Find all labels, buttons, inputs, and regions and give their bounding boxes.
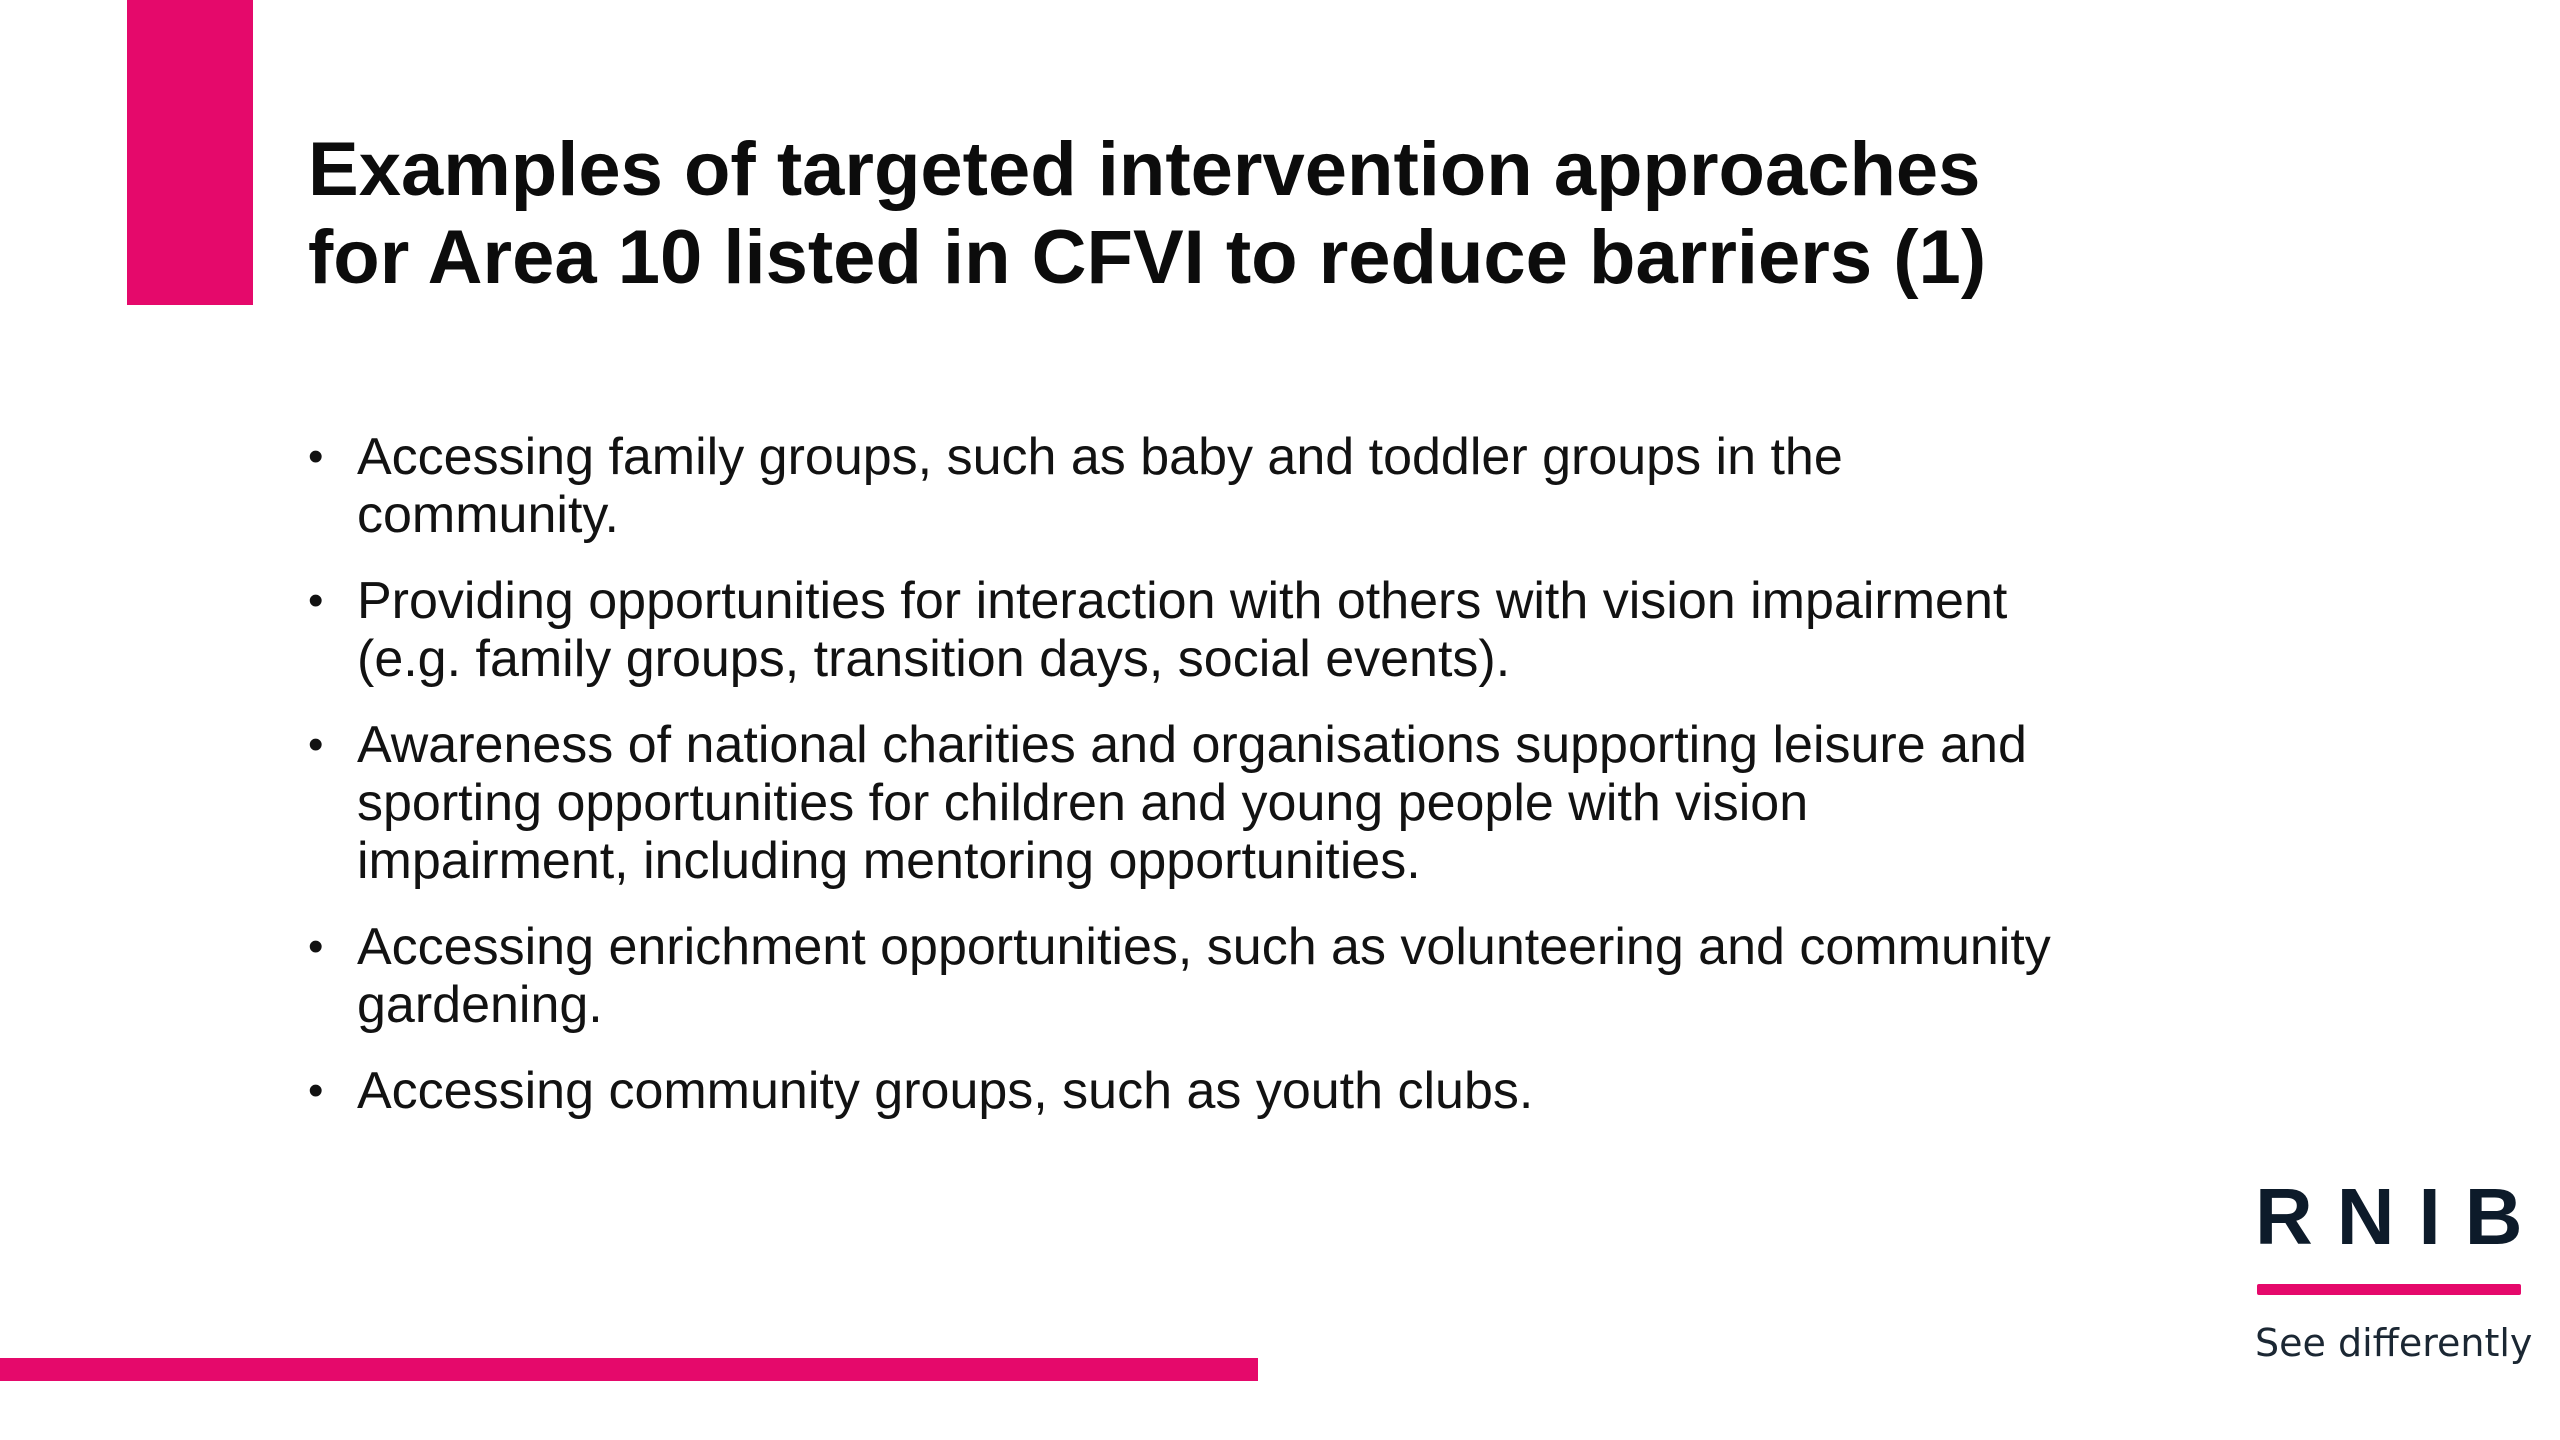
logo-underline: [2257, 1284, 2521, 1295]
bullet-text-line: Accessing family groups, such as baby and toddler groups in the: [357, 428, 1843, 486]
rnib-logo: [2255, 1172, 2547, 1372]
bullet-item-national-charities: [308, 716, 2168, 890]
bullet-text-line: (e.g. family groups, transition days, social events).: [357, 630, 1511, 688]
bullet-item-family-groups: [308, 428, 2168, 544]
bullet-marker: •: [308, 1066, 324, 1115]
slide-title-line-2: for Area 10 listed in CFVI to reduce barriers (1): [308, 215, 1987, 300]
title-accent-block: [127, 0, 253, 305]
logo-wordmark: RNIB: [2255, 1172, 2547, 1261]
bullet-text-line: impairment, including mentoring opportunities.: [357, 832, 1421, 890]
bullet-item-interaction-opportunities: [308, 572, 2168, 688]
bullet-marker: •: [308, 922, 324, 971]
bullet-list: [308, 428, 2168, 1148]
bullet-text-line: sporting opportunities for children and young people with vision: [357, 774, 1809, 832]
bullet-text-line: Providing opportunities for interaction with others with vision impairment: [357, 572, 2008, 630]
bullet-item-enrichment-opportunities: [308, 918, 2168, 1034]
bullet-text-line: gardening.: [357, 976, 603, 1034]
footer-accent-bar: [0, 1358, 1258, 1381]
bullet-text-line: community.: [357, 486, 619, 544]
bullet-marker: •: [308, 720, 324, 769]
slide-title: [308, 126, 2208, 302]
logo-tagline: See differently: [2255, 1321, 2533, 1365]
bullet-text-line: Accessing enrichment opportunities, such as volunteering and community: [357, 918, 2051, 976]
bullet-text-line: Accessing community groups, such as youth clubs.: [357, 1062, 1534, 1120]
bullet-item-community-groups: [308, 1062, 2168, 1120]
bullet-text-line: Awareness of national charities and organisations supporting leisure and: [357, 716, 2027, 774]
slide-title-line-1: Examples of targeted intervention approaches: [308, 127, 1981, 212]
bullet-marker: •: [308, 432, 324, 481]
bullet-marker: •: [308, 576, 324, 625]
